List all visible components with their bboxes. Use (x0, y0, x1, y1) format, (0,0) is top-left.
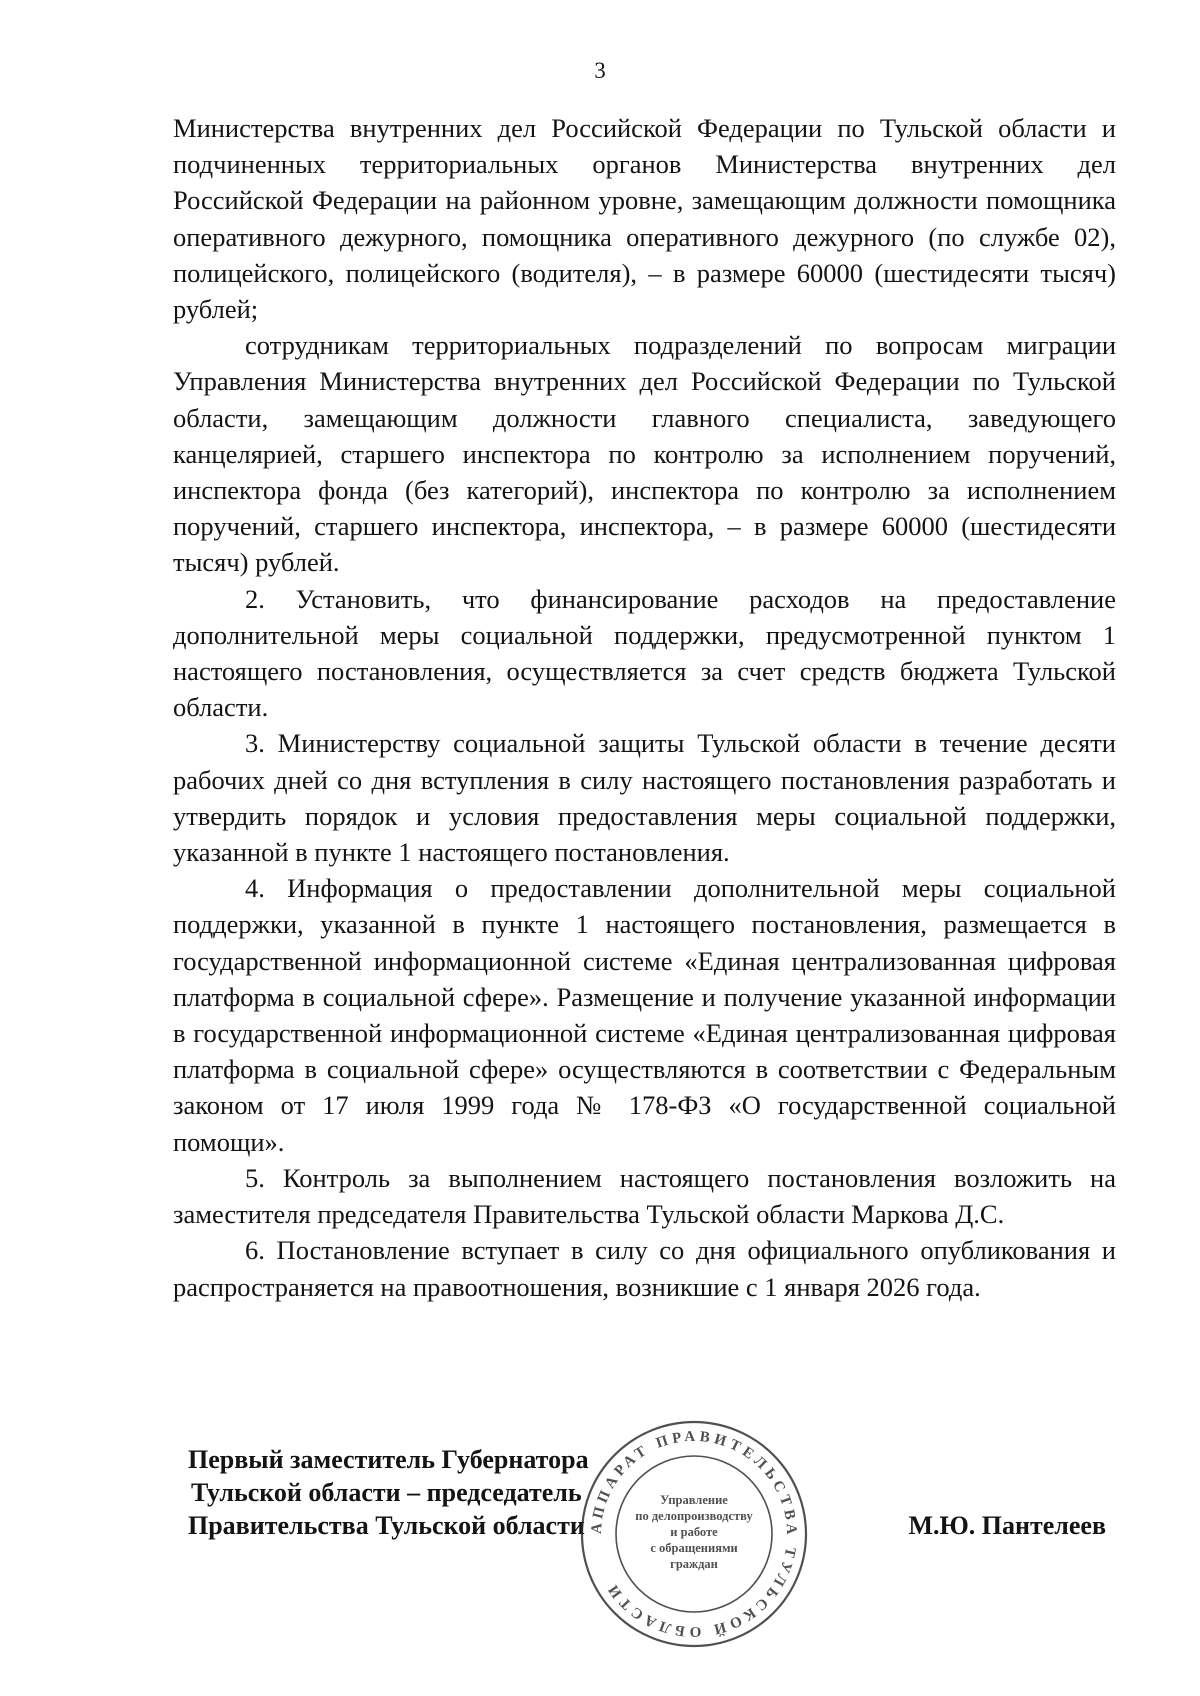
page-number: 3 (594, 58, 606, 83)
paragraph-item-2: 2. Установить, что финансирование расходов на предоставление дополнительной меры социальной поддержки, предусмотренной пунктом 1 настоящего постановления, осуществляется за счет средств бюджета Тульской области. (173, 583, 1116, 723)
paragraph-item-6: 6. Постановление вступает в силу со дня официального опубликования и распространяется на правоотношения, возникшие с 1 января 2026 года. (173, 1235, 1116, 1302)
paragraph-item-3: 3. Министерству социальной защиты Тульской области в течение десяти рабочих дней со дня вступления в силу настоящего постановления разработать и утвердить порядок и условия предоставления меры социальной поддержки, указанной в пункте 1 настоящего постановления. (173, 728, 1116, 868)
signatory-title (188, 1443, 589, 1542)
paragraph-item-5: 5. Контроль за выполнением настоящего постановления возложить на заместителя председателя Правительства Тульской области Маркова Д.С. (173, 1162, 1116, 1230)
signatory-name: М.Ю. Пантелеев (908, 1511, 1106, 1540)
official-seal-stamp (578, 1418, 810, 1650)
seal-center-line: с обращениями (650, 1541, 738, 1555)
signatory-title-line: Тульской области – председатель (191, 1478, 582, 1507)
seal-ring-text: АППАРАТ ПРАВИТЕЛЬСТВА ТУЛЬСКОЙ ОБЛАСТИ (588, 1428, 800, 1640)
signatory-title-line: Правительства Тульской области (188, 1511, 585, 1540)
seal-center-line: граждан (670, 1557, 718, 1571)
paragraph-migration-units: сотрудникам территориальных подразделений по вопросам миграции Управления Министерства внутренних дел Российской Федерации по Тульской области, замещающим должности главного специалиста, заведующего канцелярией, старшего инспектора по контролю за исполнением поручений, инспектора фонда (без категорий), инспектора по контролю за исполнением поручений, старшего инспектора, инспектора, – в размере 60000 (шестидесяти тысяч) рублей. (173, 330, 1116, 578)
signatory-title-line: Первый заместитель Губернатора (188, 1445, 589, 1474)
seal-center-line: и работе (670, 1525, 718, 1539)
paragraph-item-4: 4. Информация о предоставлении дополнительной меры социальной поддержки, указанной в пункте 1 настоящего постановления, размещается в государственной информационной системе «Единая централизованная цифровая платформа в социальной сфере». Размещение и получение указанной информации в государственной информационной системе «Единая централизованная цифровая платформа в социальной сфере» осуществляются в соответствии с Федеральным законом от 17 июля 1999 года № 178-ФЗ «О государственной социальной помощи». (173, 873, 1116, 1157)
seal-center-line: по делопроизводству (635, 1509, 753, 1523)
seal-center-line: Управление (660, 1493, 728, 1507)
document-body (173, 110, 1116, 1305)
paragraph-continuation: Министерства внутренних дел Российской Федерации по Тульской области и подчиненных территориальных органов Министерства внутренних дел Российской Федерации на районном уровне, замещающим должности помощника оперативного дежурного, помощника оперативного дежурного (по службе 02), полицейского, полицейского (водителя), – в размере 60000 (шестидесяти тысяч) рублей; (173, 113, 1116, 325)
